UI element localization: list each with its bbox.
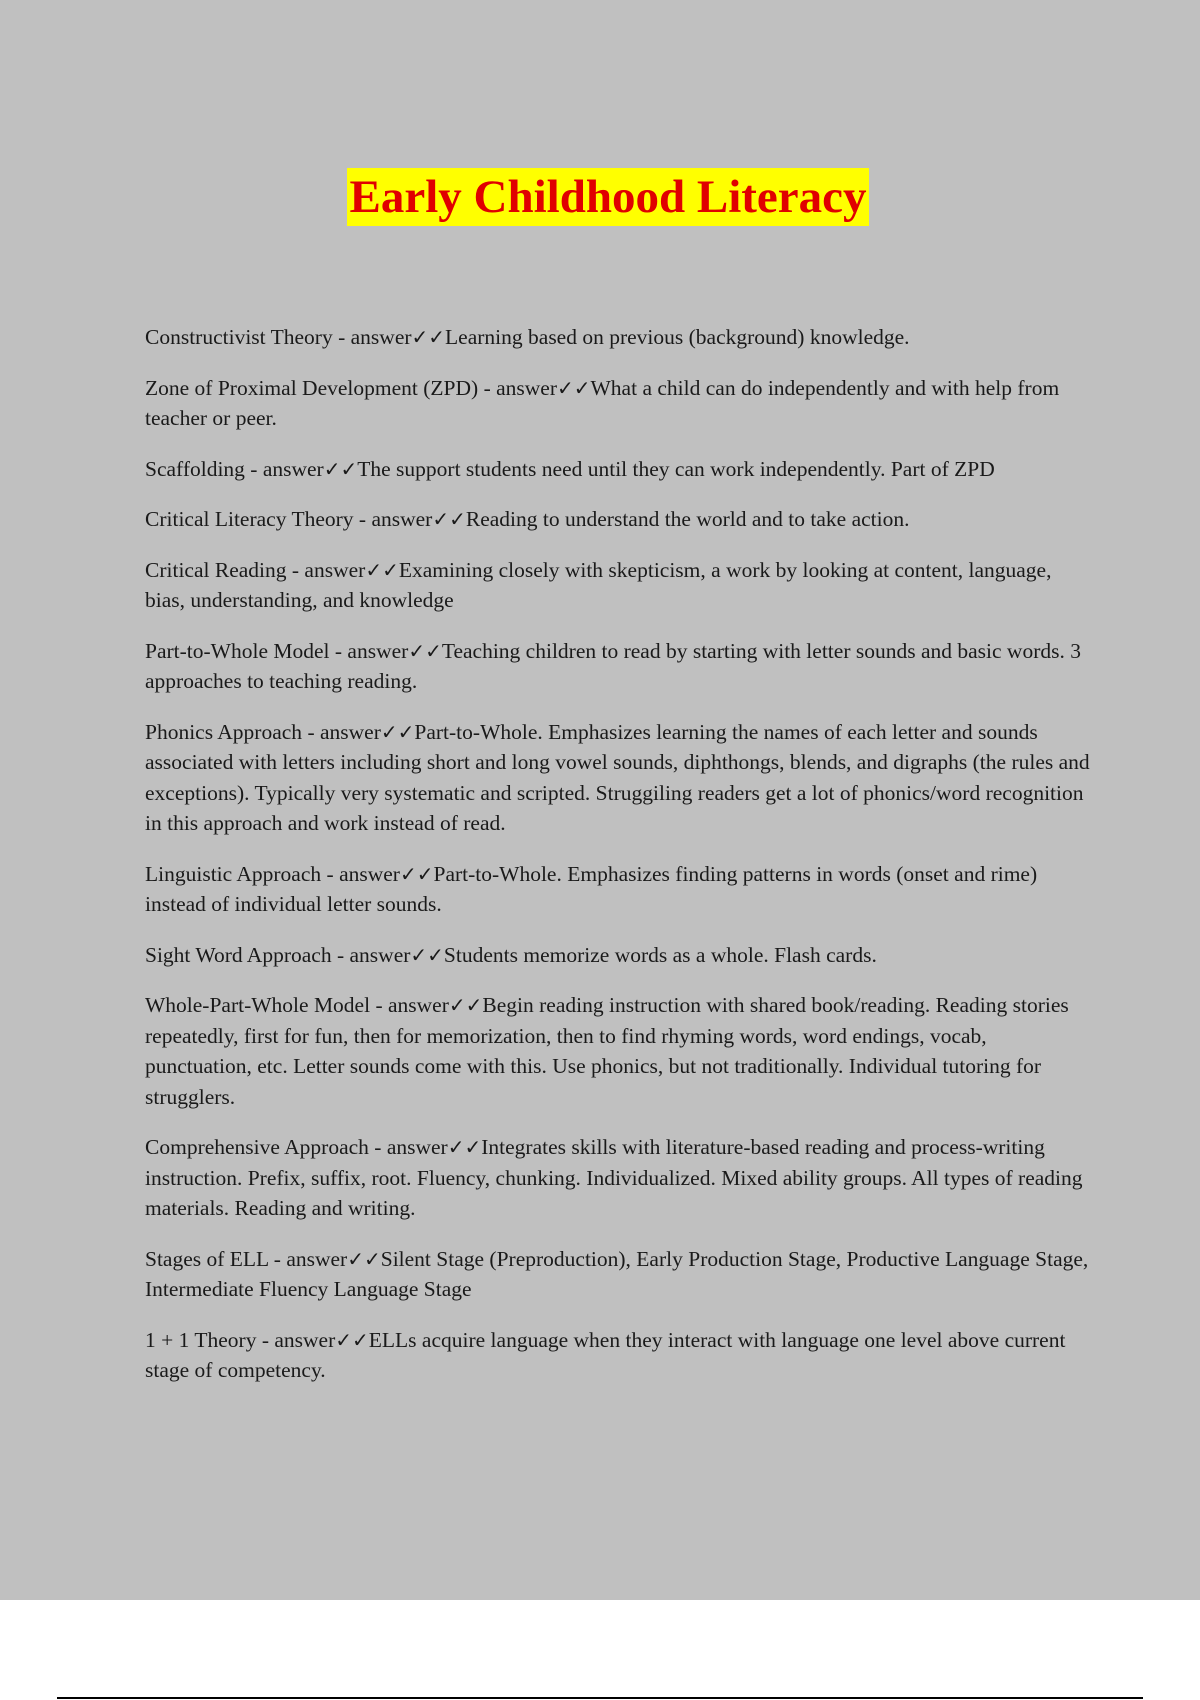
entry-definition: What a child can do independently and with help from teacher or peer.: [145, 375, 1060, 430]
entry-definition: Part-to-Whole. Emphasizes finding patterns in words (onset and rime) instead of individual letter sounds.: [145, 861, 1038, 916]
check-mark-icon: ✓✓: [399, 861, 434, 886]
entry-separator: - answer: [286, 557, 366, 582]
entry-definition: Part-to-Whole. Emphasizes learning the names of each letter and sounds associated with letters including short and long vowel sounds, diphthongs, blends, and digraphs (the rules and exceptions). Typically very systematic and scripted. Struggiling readers get a lot of phonics/word recognition in this approach and work instead of read.: [145, 719, 1090, 835]
document-title: Early Childhood Literacy: [347, 168, 868, 226]
check-mark-icon: ✓✓: [365, 557, 399, 582]
entry-separator: - answer: [332, 325, 412, 349]
entry-definition: Reading to understand the world and to take action.: [465, 507, 910, 531]
check-mark-icon: ✓✓: [408, 638, 442, 663]
entry-definition: ELLs acquire language when they interact with language one level above current stage of competency.: [145, 1327, 1066, 1382]
entry-separator: - answer: [268, 1246, 348, 1271]
entry-definition: Silent Stage (Preproduction), Early Production Stage, Productive Language Stage, Intermediate Fluency Language Stage: [145, 1246, 1089, 1301]
check-mark-icon: ✓✓: [432, 507, 466, 531]
check-mark-icon: ✓✓: [335, 1327, 369, 1352]
entry-item: [145, 322, 1090, 353]
entry-item: [145, 555, 1090, 616]
entry-separator: - answer: [244, 456, 324, 481]
entry-item: [145, 940, 1090, 971]
entry-term: Critical Literacy Theory: [145, 507, 354, 531]
entry-separator: - answer: [329, 638, 409, 663]
entry-term: Scaffolding: [145, 456, 245, 481]
entry-separator: - answer: [321, 861, 400, 886]
entry-definition: Begin reading instruction with shared book/reading. Reading stories repeatedly, first for fun, then for memorization, then to find rhyming words, word endings, vocab, punctuation, etc. Letter sounds come with this. Use phonics, but not traditionally. Individual tutoring for strugglers.: [145, 993, 1069, 1109]
entry-item: [145, 1325, 1090, 1386]
entry-term: Constructivist Theory: [145, 325, 333, 349]
entry-term: Phonics Approach: [145, 719, 303, 744]
entry-item: [145, 373, 1090, 434]
entry-item: [145, 990, 1090, 1112]
entry-separator: - answer: [256, 1327, 336, 1352]
entry-item: [145, 1132, 1090, 1224]
entry-term: 1 + 1 Theory: [145, 1327, 257, 1352]
entry-term: Zone of Proximal Development (ZPD): [145, 375, 479, 400]
entry-term: Sight Word Approach: [145, 942, 332, 967]
check-mark-icon: ✓✓: [380, 719, 415, 744]
check-mark-icon: ✓✓: [410, 942, 444, 967]
entry-item: [145, 636, 1090, 697]
entry-term: Part-to-Whole Model: [145, 638, 330, 663]
entry-term: Stages of ELL: [145, 1246, 269, 1271]
entry-definition: Integrates skills with literature-based reading and process-writing instruction. Prefix, suffix, root. Fluency, chunking. Individualized. Mixed ability groups. All types of reading materials. Reading and writing.: [145, 1135, 1083, 1220]
entry-separator: - answer: [331, 942, 411, 967]
entry-item: [145, 454, 1090, 485]
check-mark-icon: ✓✓: [447, 1135, 482, 1159]
title-container: [0, 168, 1200, 226]
check-mark-icon: ✓✓: [411, 325, 446, 349]
entry-separator: - answer: [368, 1135, 448, 1159]
entry-separator: - answer: [370, 993, 449, 1017]
entry-term: Whole-Part-Whole Model: [145, 993, 371, 1017]
check-mark-icon: ✓✓: [323, 456, 358, 481]
entry-definition: Examining closely with skepticism, a work by looking at content, language, bias, understanding, and knowledge: [145, 557, 1052, 612]
entry-term: Comprehensive Approach: [145, 1135, 369, 1159]
entry-term: Linguistic Approach: [145, 861, 322, 886]
entry-item: [145, 1244, 1090, 1305]
entry-term: Critical Reading: [145, 557, 287, 582]
check-mark-icon: ✓✓: [448, 993, 483, 1017]
entry-item: [145, 504, 1090, 535]
entry-definition: Teaching children to read by starting with letter sounds and basic words. 3 approaches to teaching reading.: [145, 638, 1081, 693]
check-mark-icon: ✓✓: [557, 375, 591, 400]
check-mark-icon: ✓✓: [347, 1246, 381, 1271]
entry-separator: - answer: [353, 507, 433, 531]
entry-definition: The support students need until they can work independently. Part of ZPD: [357, 456, 995, 481]
entry-separator: - answer: [302, 719, 381, 744]
entry-definition: Students memorize words as a whole. Flash cards.: [443, 942, 877, 967]
entry-item: [145, 859, 1090, 920]
entry-separator: - answer: [478, 375, 557, 400]
entry-definition: Learning based on previous (background) knowledge.: [445, 325, 910, 349]
entry-item: [145, 717, 1090, 839]
footer-divider: [57, 1697, 1143, 1699]
entry-list: [145, 322, 1090, 1406]
